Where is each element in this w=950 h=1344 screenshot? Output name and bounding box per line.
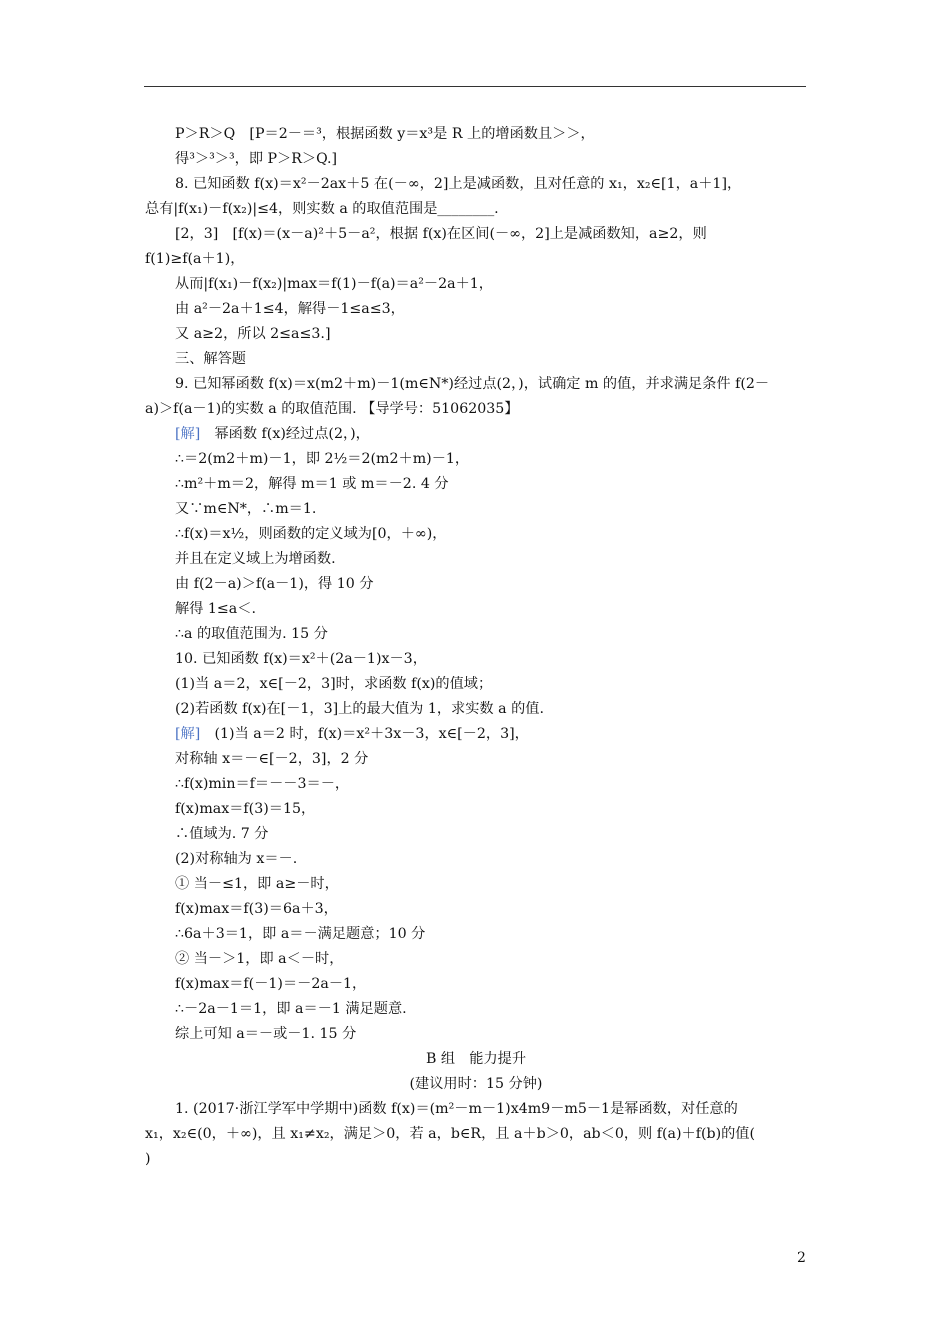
line-text: ∴－2a－1＝1，即 a＝－1 满足题意. — [175, 1001, 407, 1017]
header-rule — [144, 86, 806, 87]
text-line — [145, 672, 807, 697]
text-line — [145, 1097, 807, 1122]
text-line — [145, 1022, 807, 1047]
line-text: 由 f(2－a)＞f(a－1)，得 10 分 — [175, 576, 374, 592]
line-text: f(x)max＝f(3)＝6a＋3， — [175, 901, 338, 917]
text-line — [145, 722, 807, 747]
page-number: 2 — [797, 1250, 806, 1266]
text-line — [145, 247, 807, 272]
text-line — [145, 522, 807, 547]
text-line — [145, 472, 807, 497]
line-text: ② 当－＞1，即 a＜－时， — [175, 951, 344, 967]
line-text: ① 当－≤1，即 a≥－时， — [175, 876, 339, 892]
text-line — [145, 597, 807, 622]
line-text: ∴值域为. 7 分 — [175, 826, 269, 842]
line-text: 综上可知 a＝－或－1. 15 分 — [175, 1026, 357, 1042]
text-line — [145, 1147, 807, 1172]
text-line — [145, 1047, 807, 1072]
line-text: 解得 1≤a＜. — [175, 601, 256, 617]
answer-tag: [解] — [175, 426, 201, 442]
text-line — [145, 497, 807, 522]
line-text: 又∵m∈N*，∴m＝1. — [175, 501, 317, 517]
line-text: ∴a 的取值范围为. 15 分 — [175, 626, 328, 642]
text-line — [145, 747, 807, 772]
text-line — [145, 322, 807, 347]
line-text: [2，3] [f(x)＝(x－a)²＋5－a²，根据 f(x)在区间(－∞，2]上是减函数知，a≥2，则 — [175, 226, 707, 242]
text-line — [145, 422, 807, 447]
line-text: 幂函数 f(x)经过点(2，)， — [214, 426, 370, 442]
text-line — [145, 772, 807, 797]
line-text: 总有|f(x₁)－f(x₂)|≤4，则实数 a 的取值范围是________. — [145, 201, 499, 217]
text-line — [145, 397, 807, 422]
text-line — [145, 697, 807, 722]
line-text: (1)当 a＝2 时，f(x)＝x²＋3x－3，x∈[－2，3]， — [214, 726, 529, 742]
line-text: (2)若函数 f(x)在[－1，3]上的最大值为 1，求实数 a 的值. — [175, 701, 544, 717]
line-text: ∴m²＋m＝2，解得 m＝1 或 m＝－2. 4 分 — [175, 476, 449, 492]
text-line — [145, 997, 807, 1022]
document-body — [145, 122, 807, 1172]
text-line — [145, 947, 807, 972]
line-text: (1)当 a＝2，x∈[－2，3]时，求函数 f(x)的值域； — [175, 676, 493, 692]
line-text: f(x)max＝f(－1)＝－2a－1， — [175, 976, 367, 992]
text-line — [145, 872, 807, 897]
text-line — [145, 222, 807, 247]
text-line — [145, 847, 807, 872]
text-line — [145, 297, 807, 322]
text-line — [145, 447, 807, 472]
text-line — [145, 272, 807, 297]
text-line — [145, 147, 807, 172]
line-text: B 组 能力提升 — [425, 1051, 527, 1067]
line-text: ∴＝2(m2＋m)－1，即 2½＝2(m2＋m)－1， — [175, 451, 470, 467]
text-line — [145, 122, 807, 147]
line-text: 得³＞³＞³，即 P＞R＞Q.] — [175, 151, 338, 167]
text-line — [145, 922, 807, 947]
line-text: (2)对称轴为 x＝－. — [175, 851, 298, 867]
line-text: x₁，x₂∈(0，＋∞)，且 x₁≠x₂，满足＞0，若 a，b∈R，且 a＋b＞0，ab＜0，则 f(a)＋f(b)的值( — [145, 1126, 756, 1142]
line-text: f(x)max＝f(3)＝15， — [175, 801, 316, 817]
answer-tag: [解] — [175, 726, 201, 742]
text-line — [145, 647, 807, 672]
text-line — [145, 972, 807, 997]
text-line — [145, 1122, 807, 1147]
text-line — [145, 197, 807, 222]
line-text: 对称轴 x＝－∈[－2，3]，2 分 — [175, 751, 369, 767]
line-text: 9. 已知幂函数 f(x)＝x(m2＋m)－1(m∈N*)经过点(2，)，试确定 m 的值，并求满足条件 f(2－ — [175, 376, 770, 392]
line-text: 三、解答题 — [175, 351, 246, 367]
text-line — [145, 572, 807, 597]
line-text: a)＞f(a－1)的实数 a 的取值范围. 【导学号：51062035】 — [145, 401, 519, 417]
text-line — [145, 172, 807, 197]
line-text: ∴f(x)min＝f＝－－3＝－， — [175, 776, 350, 792]
line-text: ) — [145, 1151, 151, 1167]
line-text: 从而|f(x₁)－f(x₂)|max＝f(1)－f(a)＝a²－2a＋1， — [175, 276, 493, 292]
text-line — [145, 797, 807, 822]
line-text: 由 a²－2a＋1≤4，解得－1≤a≤3， — [175, 301, 405, 317]
line-text: f(1)≥f(a＋1)， — [145, 251, 245, 267]
line-text: (建议用时：15 分钟) — [409, 1076, 543, 1092]
line-text: P＞R＞Q [P＝2－＝³，根据函数 y＝x³是 R 上的增函数且＞＞， — [175, 126, 595, 142]
text-line — [145, 822, 807, 847]
text-line — [145, 1072, 807, 1097]
line-text: 并且在定义域上为增函数. — [175, 551, 336, 567]
text-line — [145, 372, 807, 397]
text-line — [145, 347, 807, 372]
line-text: 8. 已知函数 f(x)＝x²－2ax＋5 在(－∞，2]上是减函数，且对任意的 x₁，x₂∈[1，a＋1]， — [175, 176, 742, 192]
text-line — [145, 897, 807, 922]
line-text: ∴6a＋3＝1，即 a＝－满足题意；10 分 — [175, 926, 426, 942]
text-line — [145, 622, 807, 647]
line-text: ∴f(x)＝x½，则函数的定义域为[0，＋∞)， — [175, 526, 447, 542]
line-text: 1. (2017·浙江学军中学期中)函数 f(x)＝(m²－m－1)x4m9－m5－1是幂函数，对任意的 — [175, 1101, 738, 1117]
line-text: 10. 已知函数 f(x)＝x²＋(2a－1)x－3， — [175, 651, 427, 667]
text-line — [145, 547, 807, 572]
line-text: 又 a≥2，所以 2≤a≤3.] — [175, 326, 331, 342]
